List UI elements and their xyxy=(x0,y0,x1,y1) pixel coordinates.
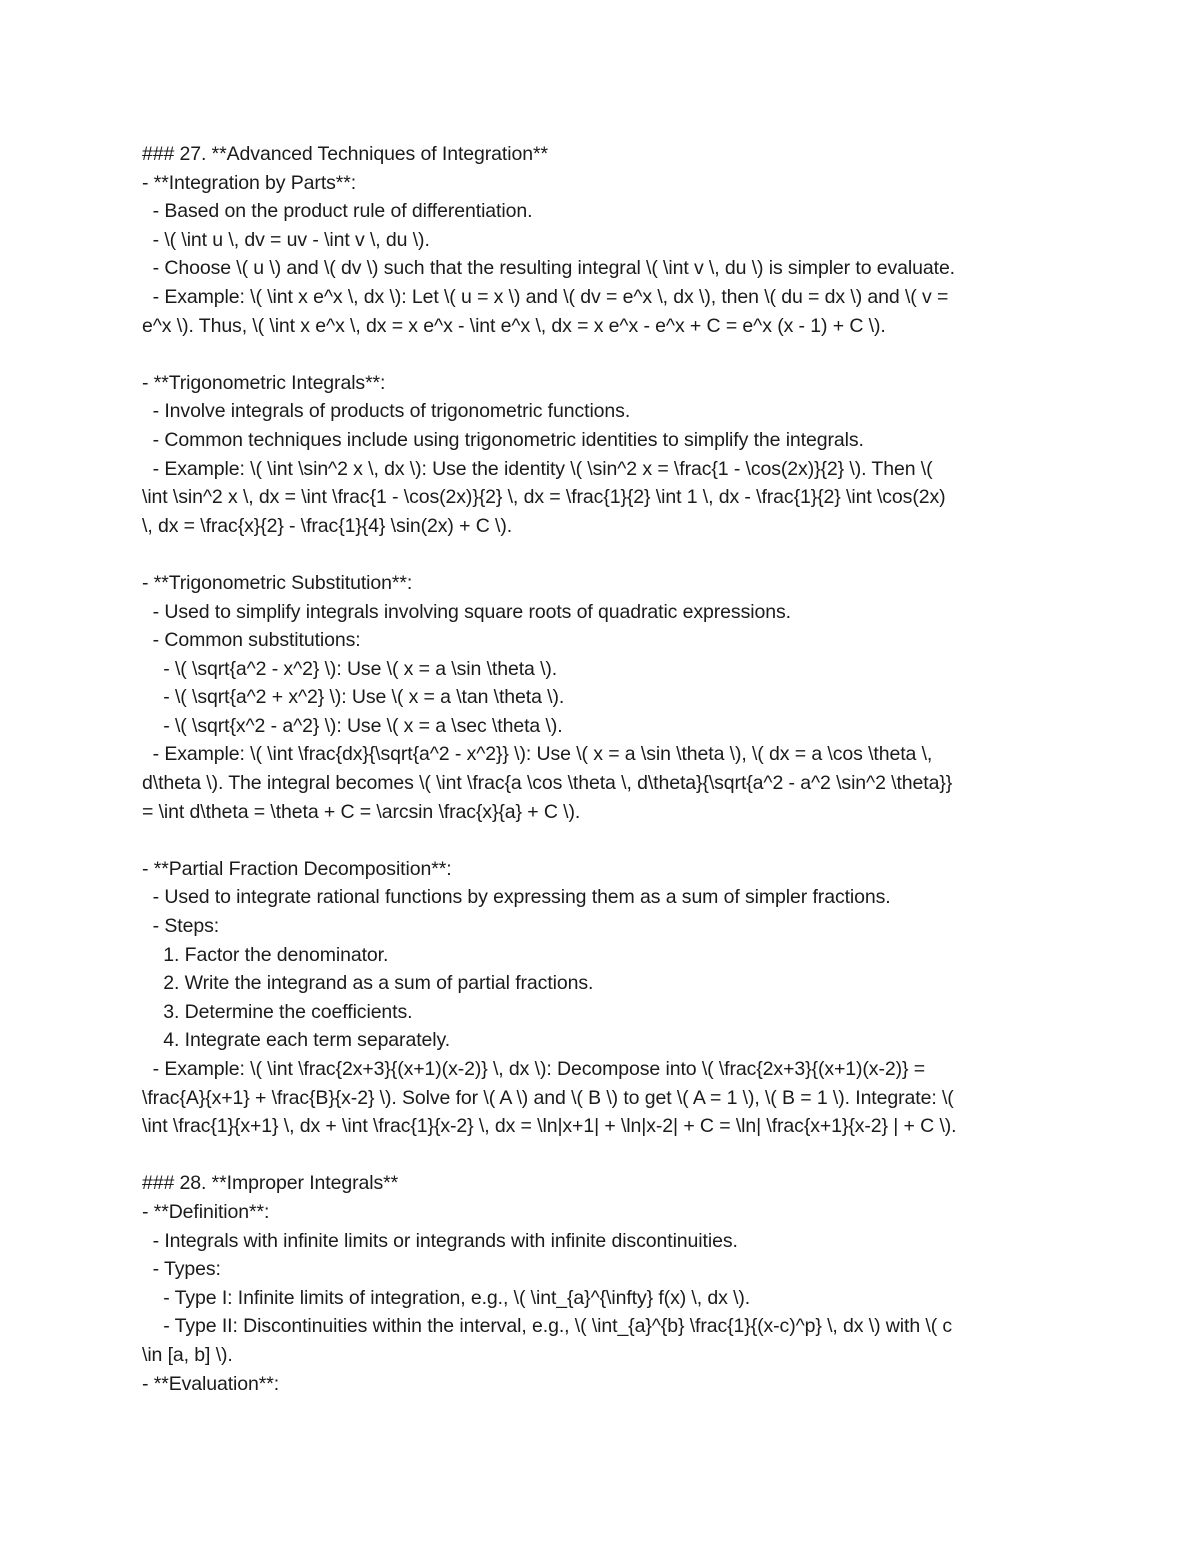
text-line: - \( \sqrt{x^2 - a^2} \): Use \( x = a \sec \theta \). xyxy=(142,714,563,737)
document-body xyxy=(142,140,1062,1398)
list-item: 2. Write the integrand as a sum of partial fractions. xyxy=(142,972,594,995)
text-line: - \( \int u \, dv = uv - \int v \, du \). xyxy=(142,228,430,251)
section-partial-fraction-decomposition: - **Partial Fraction Decomposition**: xyxy=(142,857,452,880)
text-line: \frac{A}{x+1} + \frac{B}{x-2} \). Solve for \( A \) and \( B \) to get \( A = 1 \), \( B = 1 \). Integrate: \( xyxy=(142,1086,954,1109)
text-line: - Type II: Discontinuities within the interval, e.g., \( \int_{a}^{b} \frac{1}{(x-c)^p} \, dx \) with \( c xyxy=(142,1315,953,1338)
text-line: e^x \). Thus, \( \int x e^x \, dx = x e^x - \int e^x \, dx = x e^x - e^x + C = e^x (x - 1) + C \). xyxy=(142,314,886,337)
text-line: - Used to integrate rational functions by expressing them as a sum of simpler fractions. xyxy=(142,886,891,909)
section-trigonometric-integrals: - **Trigonometric Integrals**: xyxy=(142,371,386,394)
blank-line xyxy=(142,540,1062,569)
text-line: - Types: xyxy=(142,1258,221,1281)
text-line: - Example: \( \int \sin^2 x \, dx \): Use the identity \( \sin^2 x = \frac{1 - \cos(2x)}{2} \). Then \( xyxy=(142,457,933,480)
text-line: \in [a, b] \). xyxy=(142,1343,233,1366)
text-line: - Steps: xyxy=(142,915,220,938)
blank-line xyxy=(142,1141,1062,1170)
text-line: - Integrals with infinite limits or integrands with infinite discontinuities. xyxy=(142,1229,738,1252)
list-item: 1. Factor the denominator. xyxy=(142,943,389,966)
blank-line xyxy=(142,340,1062,369)
text-line: - Choose \( u \) and \( dv \) such that the resulting integral \( \int v \, du \) is simpler to evaluate. xyxy=(142,257,956,280)
text-line: \int \frac{1}{x+1} \, dx + \int \frac{1}{x-2} \, dx = \ln|x+1| + \ln|x-2| + C = \ln| \frac{x+1}{x-2} | + C \). xyxy=(142,1115,957,1138)
text-line: \int \sin^2 x \, dx = \int \frac{1 - \cos(2x)}{2} \, dx = \frac{1}{2} \int 1 \, dx - \frac{1}{2} \int \cos(2x) xyxy=(142,486,946,509)
heading-28: ### 28. **Improper Integrals** xyxy=(142,1172,399,1195)
text-line: - Common substitutions: xyxy=(142,629,361,652)
text-line: d\theta \). The integral becomes \( \int \frac{a \cos \theta \, d\theta}{\sqrt{a^2 - a^2 \sin^2 \theta}} xyxy=(142,772,953,795)
text-line: - Type I: Infinite limits of integration, e.g., \( \int_{a}^{\infty} f(x) \, dx \). xyxy=(142,1286,751,1309)
text-line: - Common techniques include using trigonometric identities to simplify the integrals. xyxy=(142,428,864,451)
section-integration-by-parts: - **Integration by Parts**: xyxy=(142,171,357,194)
text-line: - Based on the product rule of differentiation. xyxy=(142,200,533,223)
text-line: - Example: \( \int x e^x \, dx \): Let \( u = x \) and \( dv = e^x \, dx \), then \( du = dx \) and \( v = xyxy=(142,285,949,308)
section-evaluation: - **Evaluation**: xyxy=(142,1372,280,1395)
list-item: 3. Determine the coefficients. xyxy=(142,1000,413,1023)
text-line: = \int d\theta = \theta + C = \arcsin \frac{x}{a} + C \). xyxy=(142,800,581,823)
section-trigonometric-substitution: - **Trigonometric Substitution**: xyxy=(142,571,413,594)
section-definition: - **Definition**: xyxy=(142,1200,270,1223)
text-line: - Example: \( \int \frac{2x+3}{(x+1)(x-2)} \, dx \): Decompose into \( \frac{2x+3}{(x+1)(x-2)} = xyxy=(142,1058,926,1080)
text-line: - Example: \( \int \frac{dx}{\sqrt{a^2 - x^2}} \): Use \( x = a \sin \theta \), \( dx = a \cos \theta \, xyxy=(142,743,933,766)
list-item: 4. Integrate each term separately. xyxy=(142,1029,451,1052)
text-line: - \( \sqrt{a^2 - x^2} \): Use \( x = a \sin \theta \). xyxy=(142,657,558,680)
text-line: - Used to simplify integrals involving square roots of quadratic expressions. xyxy=(142,600,791,623)
heading-27: ### 27. **Advanced Techniques of Integration** xyxy=(142,143,548,165)
blank-line xyxy=(142,826,1062,855)
text-line: - \( \sqrt{a^2 + x^2} \): Use \( x = a \tan \theta \). xyxy=(142,686,565,709)
text-line: \, dx = \frac{x}{2} - \frac{1}{4} \sin(2x) + C \). xyxy=(142,514,513,537)
text-line: - Involve integrals of products of trigonometric functions. xyxy=(142,400,631,423)
